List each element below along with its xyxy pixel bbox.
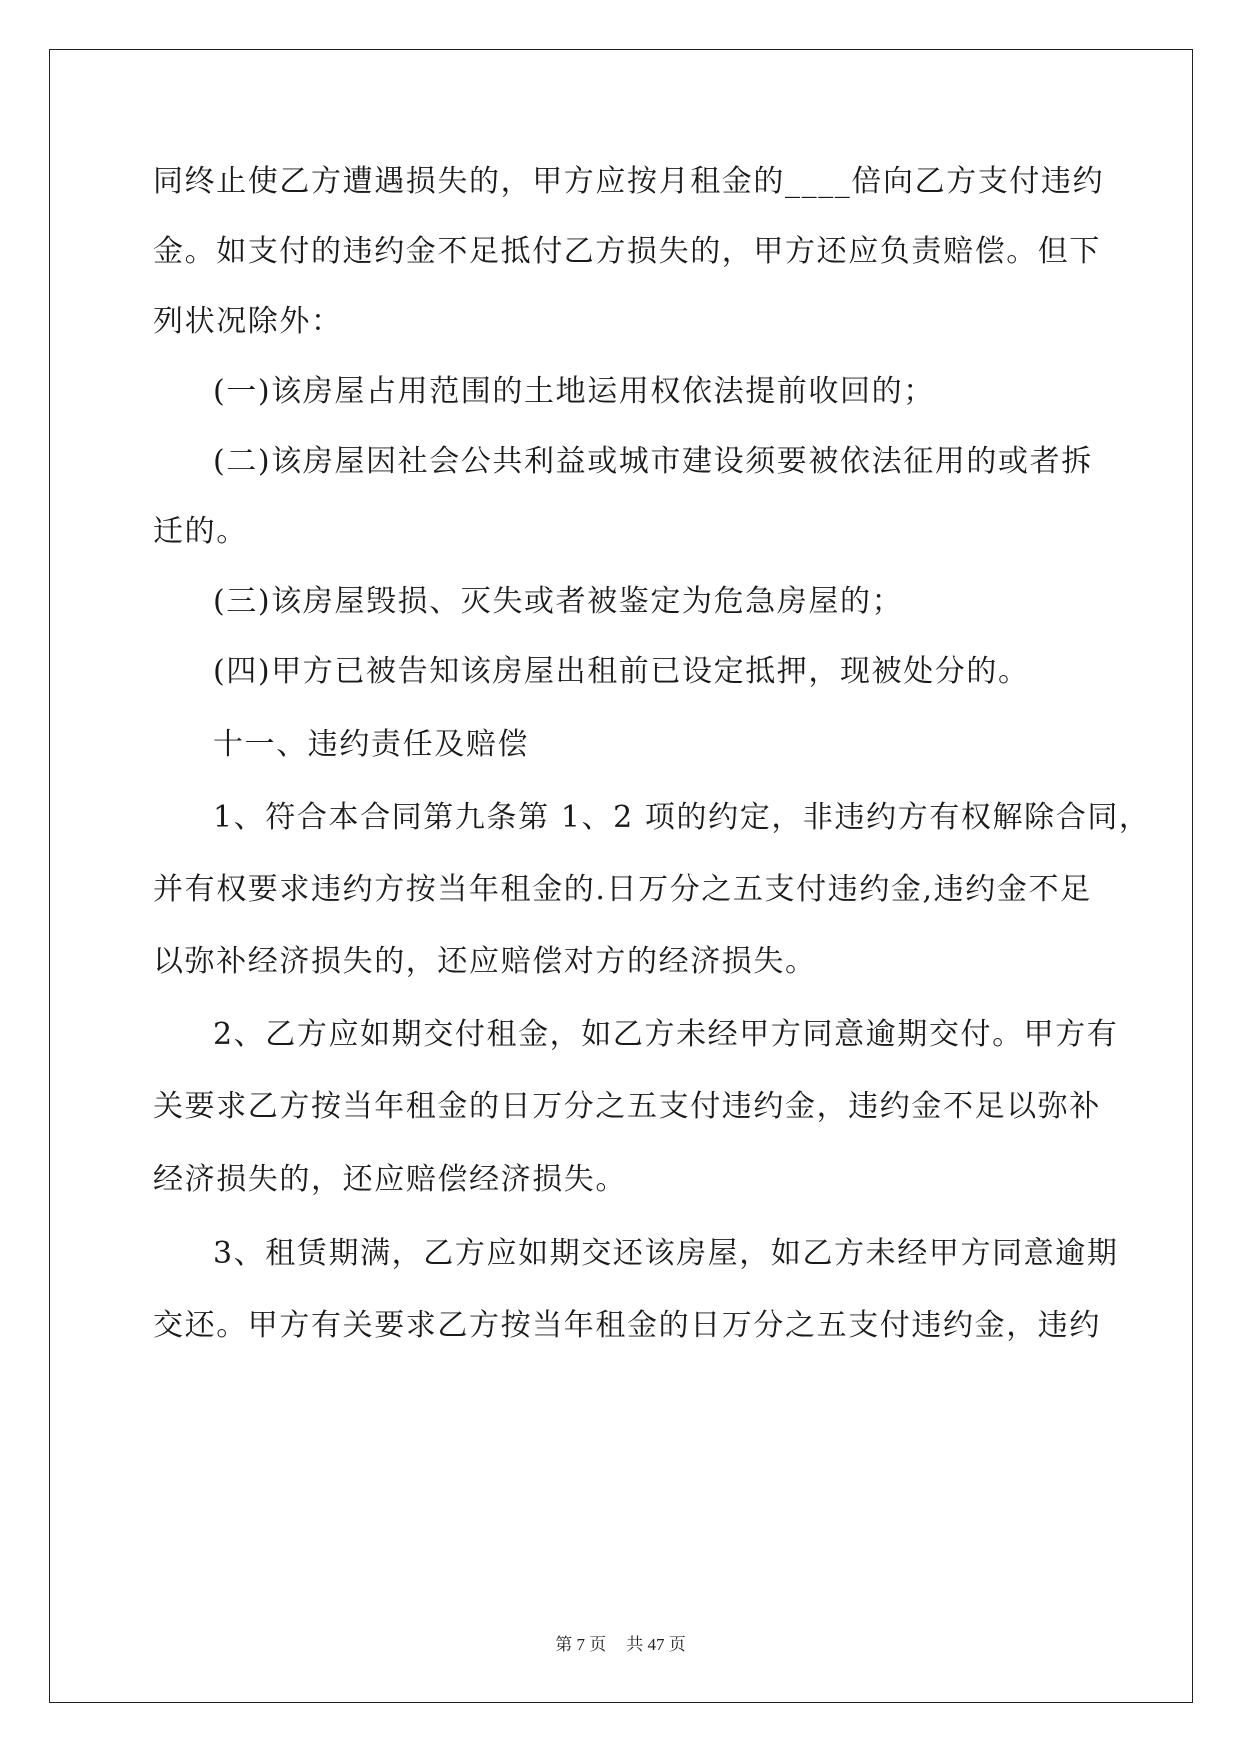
text-line: 3、租赁期满，乙方应如期交还该房屋，如乙方未经甲方同意逾期 <box>213 1236 1119 1271</box>
page-total: 共 47 页 <box>626 1635 686 1654</box>
text-line: (一)该房屋占用范围的土地运用权依法提前收回的； <box>213 374 935 409</box>
text-line: (二)该房屋因社会公共利益或城市建设须要被依法征用的或者拆 <box>213 444 1093 479</box>
text-line: 迁的。 <box>153 514 248 549</box>
text-line: 并有权要求违约方按当年租金的.日万分之五支付违约金,违约金不足 <box>153 872 1092 907</box>
text-line: 关要求乙方按当年租金的日万分之五支付违约金，违约金不足以弥补 <box>153 1089 1101 1124</box>
text-line: 金。如支付的违约金不足抵付乙方损失的，甲方还应负责赔偿。但下 <box>153 234 1101 269</box>
page-number: 第 7 页 <box>555 1635 607 1654</box>
page-footer <box>0 1630 1241 1655</box>
text-line: (三)该房屋毁损、灭失或者被鉴定为危急房屋的； <box>213 584 904 619</box>
text-line: 以弥补经济损失的，还应赔偿对方的经济损失。 <box>153 944 817 979</box>
text-line: 1、符合本合同第九条第 1、2 项的约定，非违约方有权解除合同， <box>213 800 1151 835</box>
text-line: 经济损失的，还应赔偿经济损失。 <box>153 1162 627 1197</box>
section-heading: 十一、违约责任及赔偿 <box>213 727 529 762</box>
text-line: 2、乙方应如期交付租金，如乙方未经甲方同意逾期交付。甲方有 <box>213 1017 1119 1052</box>
text-line: 交还。甲方有关要求乙方按当年租金的日万分之五支付违约金，违约 <box>153 1308 1101 1343</box>
text-line: 同终止使乙方遭遇损失的，甲方应按月租金的____倍向乙方支付违约 <box>153 164 1105 199</box>
text-line: 列状况除外： <box>153 304 343 339</box>
text-line: (四)甲方已被告知该房屋出租前已设定抵押，现被处分的。 <box>213 654 1030 689</box>
